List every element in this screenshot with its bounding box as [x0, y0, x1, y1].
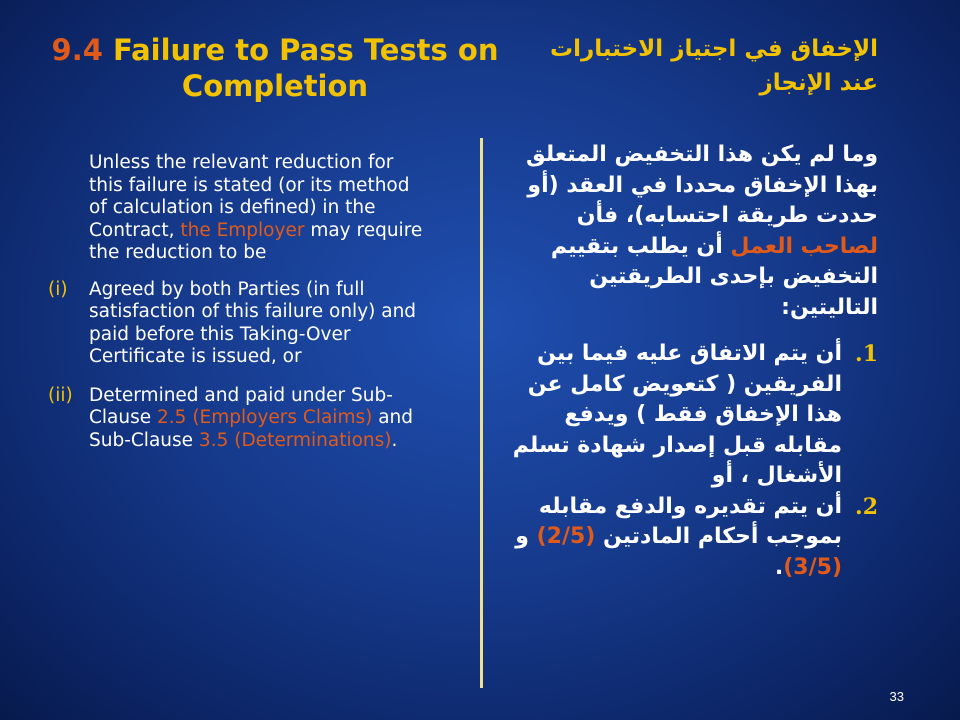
article-reference: (2/5) [536, 524, 596, 549]
clause-number: 9.4 [51, 33, 103, 67]
item-label: (i) [48, 278, 68, 300]
item-text: Agreed by both Parties (in full satisfaction of this failure only) and paid before this Taking-Over Certificate is issued, or [89, 278, 417, 367]
item-text: أن يتم الاتفاق عليه فيما بين الفريقين ( كتعويض كامل عن هذا الإخفاق فقط ) ويدفع مقابله قبل إصدار شهادة تسلم الأشغال ، أو [512, 341, 842, 488]
clause-reference: 2.5 (Employers Claims) [157, 407, 373, 428]
employer-highlight-arabic: لصاحب العمل [730, 233, 878, 259]
english-body [48, 152, 428, 468]
slide-title-arabic: الإخفاق في اجتياز الاختبارات عند الإنجاز [549, 36, 878, 96]
arabic-body [508, 140, 878, 583]
employer-highlight: the Employer [180, 219, 305, 241]
english-intro: Unless the relevant reduction for this failure is stated (or its method of calculation is defined) in the Contract, the Employer may require the reduction to be [89, 152, 423, 263]
item-number: 1. [855, 341, 878, 367]
item-text: أن يتم تقديره والدفع مقابله بموجب أحكام المادتين (2/5) و (3/5). [515, 493, 842, 580]
arabic-intro: وما لم يكن هذا التخفيض المتعلق بهذا الإخفاق محددا في العقد (أو حددت طريقة احتسابه)، فأن لصاحب العمل أن يطلب بتقييم التخفيض بإحدى الطريقتين التاليتين: [526, 142, 878, 320]
page-number: 33 [889, 689, 904, 704]
english-item-i [48, 279, 428, 369]
item-number: 2. [855, 493, 878, 520]
arabic-item-2 [508, 492, 878, 584]
column-divider [480, 138, 483, 688]
slide-title-english [30, 32, 520, 104]
article-reference: (3/5) [783, 554, 842, 580]
clause-reference: 3.5 (Determinations) [198, 429, 392, 451]
clause-title: Failure to Pass Tests on Completion [113, 33, 499, 103]
arabic-item-1 [508, 339, 878, 492]
item-text: Determined and paid under Sub-Clause 2.5 (Employers Claims) and Sub-Clause 3.5 (Determinations). [89, 384, 414, 451]
item-label: (ii) [48, 384, 73, 406]
english-item-ii [48, 385, 428, 453]
